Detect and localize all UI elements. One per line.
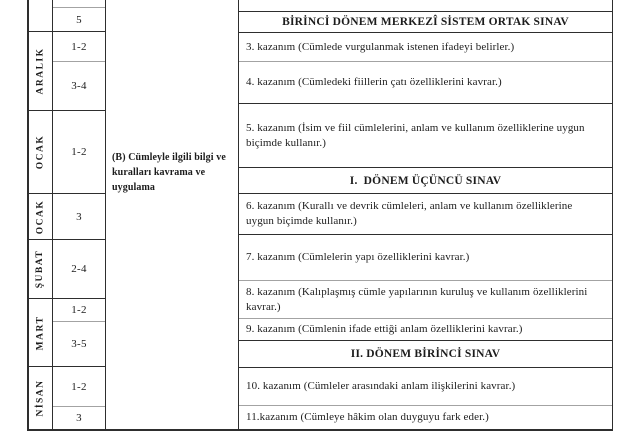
exam-header-row: I. DÖNEM ÜÇÜNCÜ SINAV xyxy=(239,167,612,193)
week-cell: 3 xyxy=(53,193,105,239)
outcome-row: 8. kazanım (Kalıplaşmış cümle yapılarının kuruluş ve kullanım özelliklerini kavrar.) xyxy=(239,280,612,318)
outcome-cell-cutoff xyxy=(239,0,612,11)
month-cell-nisan xyxy=(29,366,52,429)
month-label: ARALIK xyxy=(35,47,46,95)
outcome-row: 7. kazanım (Cümlelerin yapı özelliklerini kavrar.) xyxy=(239,234,612,280)
week-cell: 1-2 xyxy=(53,31,105,61)
curriculum-table xyxy=(27,0,613,431)
exam-header-row: II. DÖNEM BİRİNCİ SINAV xyxy=(239,340,612,367)
week-cell: 3-4 xyxy=(53,61,105,110)
outcomes-column xyxy=(239,0,612,429)
outcome-row: 9. kazanım (Cümlenin ifade ettiği anlam özelliklerini kavrar.) xyxy=(239,318,612,340)
outcome-row: 3. kazanım (Cümlede vurgulanmak istenen ifadeyi belirler.) xyxy=(239,32,612,61)
outcome-row: 10. kazanım (Cümleler arasındaki anlam ilişkilerini kavrar.) xyxy=(239,367,612,405)
month-column xyxy=(29,0,53,429)
week-cell: 3 xyxy=(53,406,105,429)
month-cell-subat xyxy=(29,239,52,298)
month-cell-ocak-1 xyxy=(29,110,52,193)
month-cell-mart xyxy=(29,298,52,366)
outcome-row: 4. kazanım (Cümledeki fiillerin çatı özelliklerini kavrar.) xyxy=(239,61,612,103)
month-label: OCAK xyxy=(35,199,46,234)
month-cell-aralik xyxy=(29,31,52,110)
outcome-row: 11.kazanım (Cümleye hâkim olan duyguyu fark eder.) xyxy=(239,405,612,429)
week-cell: 3-5 xyxy=(53,321,105,366)
month-label: OCAK xyxy=(35,134,46,170)
month-label: ŞUBAT xyxy=(35,249,46,289)
outcome-row: 5. kazanım (İsim ve fiil cümlelerini, anlam ve kullanım özelliklerine uygun biçimde kullanır.) xyxy=(239,103,612,167)
week-cell: 1-2 xyxy=(53,298,105,321)
topic-column xyxy=(106,0,239,429)
month-cell-cutoff xyxy=(29,0,52,31)
month-label: NİSAN xyxy=(35,379,46,417)
month-label: MART xyxy=(35,315,46,350)
week-cell: 5 xyxy=(53,7,105,31)
week-cell: 2-4 xyxy=(53,239,105,298)
week-cell-cutoff xyxy=(53,0,105,7)
outcome-row: 6. kazanım (Kurallı ve devrik cümleleri, anlam ve kullanım özelliklerine uygun biçimde kullanır.) xyxy=(239,193,612,234)
week-cell: 1-2 xyxy=(53,366,105,406)
week-column xyxy=(53,0,106,429)
exam-header-row: BİRİNCİ DÖNEM MERKEZÎ SİSTEM ORTAK SINAV xyxy=(239,11,612,32)
month-cell-ocak-2 xyxy=(29,193,52,239)
week-cell: 1-2 xyxy=(53,110,105,193)
topic-label: (B) Cümleyle ilgili bilgi ve kuralları kavrama ve uygulama xyxy=(112,152,226,193)
